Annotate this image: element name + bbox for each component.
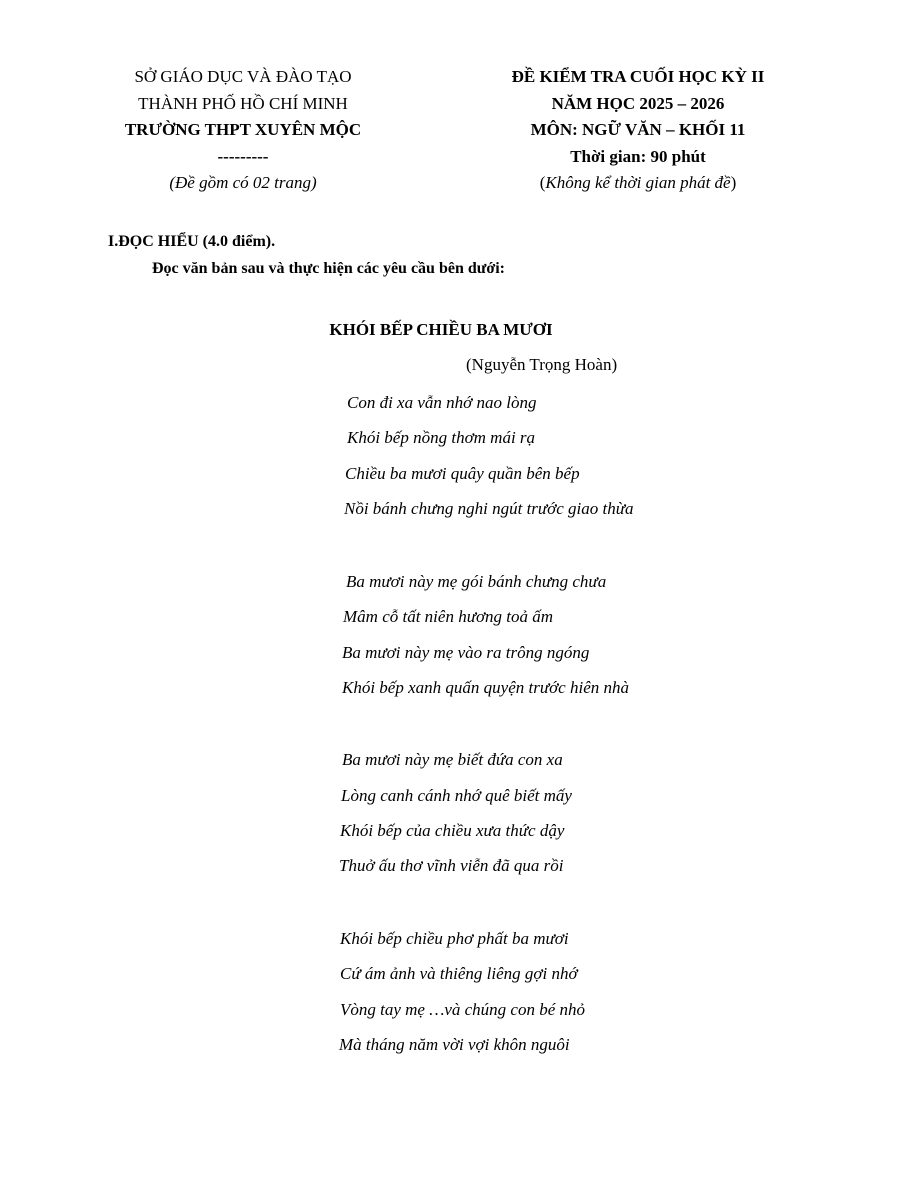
header-left [98, 64, 388, 197]
time-note-text: Không kể thời gian phát đề [545, 173, 731, 192]
time-note [468, 170, 808, 197]
reading-instruction: Đọc văn bản sau và thực hiện các yêu cầu bên dưới: [152, 260, 505, 277]
section-title: I.ĐỌC HIỂU (4.0 điểm). [108, 233, 276, 250]
poem-line: Chiều ba mươi quây quần bên bếp [345, 464, 580, 483]
poem-author: (Nguyễn Trọng Hoàn) [466, 355, 618, 374]
subject-line: MÔN: NGỮ VĂN – KHỐI 11 [530, 120, 746, 139]
pages-note: (Đề gồm có 02 trang) [169, 173, 317, 192]
poem-line: Khói bếp của chiều xưa thức dậy [340, 821, 565, 840]
school-name: TRƯỜNG THPT XUYÊN MỘC [124, 120, 362, 139]
poem-line: Thuở ấu thơ vĩnh viễn đã qua rồi [339, 856, 564, 875]
poem-line: Vòng tay mẹ …và chúng con bé nhỏ [340, 1000, 586, 1019]
time-note-open: ( [539, 173, 546, 192]
poem-line: Mâm cỗ tất niên hương toả ấm [343, 607, 554, 626]
poem-line: Khói bếp chiều phơ phất ba mươi [340, 929, 569, 948]
department-name: SỞ GIÁO DỤC VÀ ĐÀO TẠO [134, 67, 352, 86]
poem-line: Ba mươi này mẹ gói bánh chưng chưa [346, 572, 607, 591]
exam-title: ĐỀ KIỂM TRA CUỐI HỌC KỲ II [511, 67, 765, 86]
poem-line: Khói bếp xanh quấn quyện trước hiên nhà [342, 678, 629, 697]
city-name: THÀNH PHỐ HỒ CHÍ MINH [138, 93, 348, 113]
exam-duration: Thời gian: 90 phút [570, 146, 706, 166]
poem-line: Khói bếp nồng thơm mái rạ [347, 428, 536, 447]
poem-line: Mà tháng năm vời vợi khôn nguôi [339, 1035, 570, 1054]
time-note-close: ) [730, 173, 737, 192]
poem-line: Lòng canh cánh nhớ quê biết mấy [341, 786, 572, 805]
header-divider: --------- [217, 146, 269, 166]
poem-line: Ba mươi này mẹ biết đứa con xa [342, 750, 563, 769]
school-year: NĂM HỌC 2025 – 2026 [551, 93, 725, 113]
poem-line: Con đi xa vẫn nhớ nao lòng [347, 393, 537, 412]
poem-title: KHÓI BẾP CHIỀU BA MƯƠI [329, 320, 553, 339]
poem-line: Nồi bánh chưng nghi ngút trước giao thừa [344, 499, 634, 518]
poem-line: Ba mươi này mẹ vào ra trông ngóng [342, 643, 590, 662]
header-right [468, 64, 808, 197]
poem-line: Cứ ám ảnh và thiêng liêng gợi nhớ [340, 964, 578, 983]
